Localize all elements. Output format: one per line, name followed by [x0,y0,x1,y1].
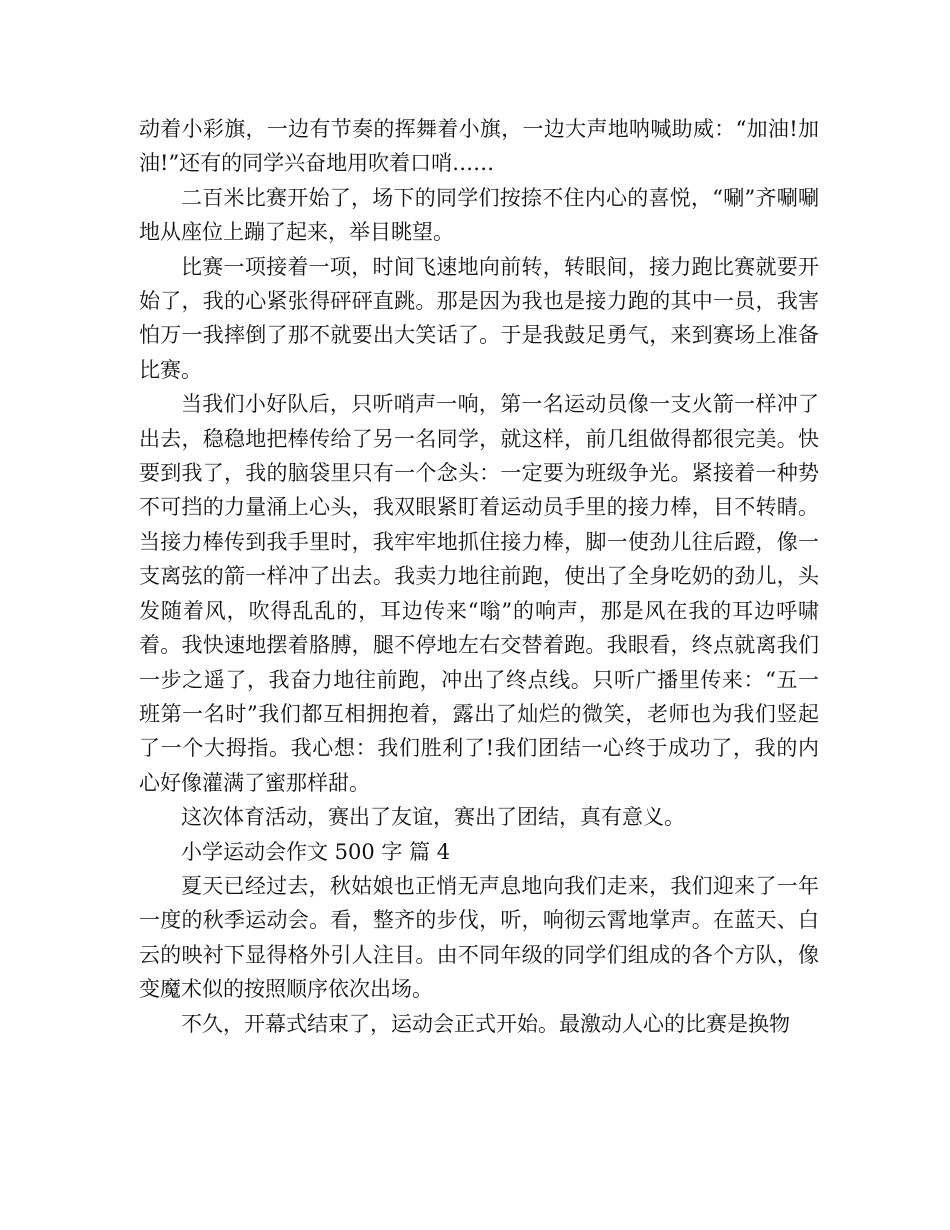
paragraph-2: 二百米比赛开始了，场下的同学们按捺不住内心的喜悦，“唰”齐唰唰地从座位上蹦了起来，举目眺望。 [139,185,819,245]
paragraph-5: 这次体育活动，赛出了友谊，赛出了团结，真有意义。 [181,805,685,830]
paragraph-4: 当我们小好队后，只听哨声一响，第一名运动员像一支火箭一样冲了出去，稳稳地把棒传给了另一名同学，就这样，前几组做得都很完美。快要到我了，我的脑袋里只有一个念头：一定要为班级争光。紧接着一种势不可挡的力量涌上心头，我双眼紧盯着运动员手里的接力棒，目不转睛。当接力棒传到我手里时，我牢牢地抓住接力棒，脚一使劲儿往后蹬，像一支离弦的箭一样冲了出去。我卖力地往前跑，使出了全身吃奶的劲儿，头发随着风，吹得乱乱的，耳边传来“嗡”的响声，那是风在我的耳边呼啸着。我快速地摆着胳膊，腿不停地左右交替着跑。我眼看，终点就离我们一步之遥了，我奋力地往前跑，冲出了终点线。只听广播里传来：“五一班第一名时”我们都互相拥抱着，露出了灿烂的微笑，老师也为我们竖起了一个大拇指。我心想：我们胜利了!我们团结一心终于成功了，我的内心好像灌满了蜜那样甜。 [139,392,819,795]
paragraph-1: 动着小彩旗，一边有节奏的挥舞着小旗，一边大声地呐喊助威：“加油!加油!”还有的同学兴奋地用吹着口哨…… [139,117,819,176]
document-body [139,112,819,1041]
paragraph-6: 夏天已经过去，秋姑娘也正悄无声息地向我们走来，我们迎来了一年一度的秋季运动会。看，整齐的步伐，听，响彻云霄地掌声。在蓝天、白云的映衬下显得格外引人注目。由不同年级的同学们组成的各个方队，像变魔术似的按照顺序依次出场。 [139,873,819,1002]
section-heading: 小学运动会作文 500 字 篇 4 [181,839,451,864]
paragraph-7: 不久，开幕式结束了，运动会正式开始。最激动人心的比赛是换物 [181,1011,790,1036]
paragraph-3: 比赛一项接着一项，时间飞速地向前转，转眼间，接力跑比赛就要开始了，我的心紧张得砰砰直跳。那是因为我也是接力跑的其中一员，我害怕万一我摔倒了那不就要出大笑话了。于是我鼓足勇气，来到赛场上准备比赛。 [139,254,819,382]
